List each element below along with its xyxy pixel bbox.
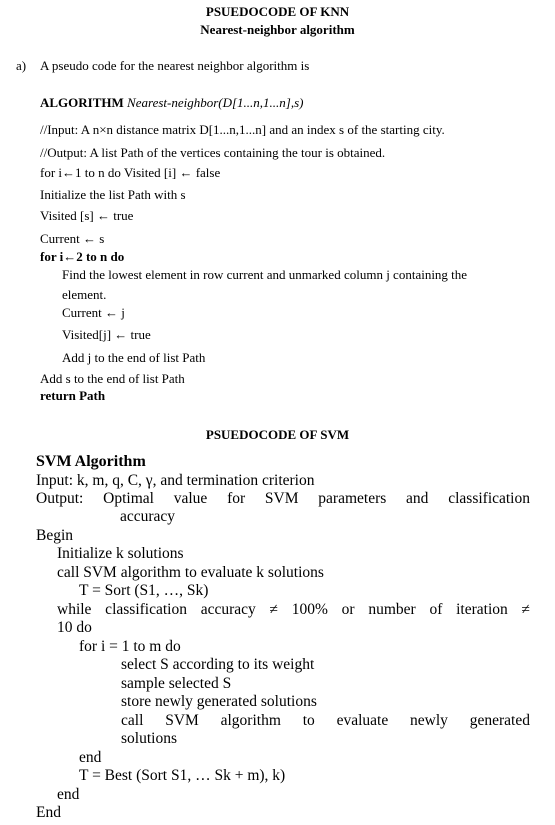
svm-best: T = Best (Sort S1, … Sk + m), k) xyxy=(79,767,286,784)
knn-visited-j: Visited[j] ← true xyxy=(62,327,151,342)
algorithm-signature: Nearest-neighbor(D[1...n,1...n],s) xyxy=(127,95,304,110)
svm-select: select S according to its weight xyxy=(121,656,315,673)
svm-sort: T = Sort (S1, …, Sk) xyxy=(79,582,209,599)
svm-output-1: Output: Optimal value for SVM parameters and classification xyxy=(36,490,530,507)
knn-intro-text: A pseudo code for the nearest neighbor algorithm is xyxy=(40,58,310,73)
knn-add-j: Add j to the end of list Path xyxy=(62,350,206,365)
knn-current-s: Current ← s xyxy=(40,231,105,246)
svm-call-new-1: call SVM algorithm to evaluate newly generated xyxy=(121,712,530,729)
knn-find-1: Find the lowest element in row current and unmarked column j containing the xyxy=(62,267,468,282)
svm-begin: Begin xyxy=(36,527,74,544)
knn-title: PSUEDOCODE OF KNN xyxy=(205,4,350,19)
knn-subtitle: Nearest-neighbor algorithm xyxy=(200,22,355,37)
svm-init: Initialize k solutions xyxy=(57,545,184,562)
svm-while-1: while classification accuracy ≠ 100% or number of iteration ≠ xyxy=(57,601,530,618)
svm-end-final: End xyxy=(36,804,61,821)
knn-input-line: //Input: A n×n distance matrix D[1...n,1...n] and an index s of the starting city. xyxy=(40,122,445,137)
svm-end-outer: end xyxy=(57,786,80,803)
svm-output-2: accuracy xyxy=(120,508,176,525)
svm-sample: sample selected S xyxy=(121,675,232,692)
svm-title: PSUEDOCODE OF SVM xyxy=(205,427,350,442)
knn-intro-label: a) xyxy=(16,58,27,73)
knn-output-line: //Output: A list Path of the vertices containing the tour is obtained. xyxy=(40,145,386,160)
svm-heading: SVM Algorithm xyxy=(36,453,146,470)
knn-for-loop: for i←2 to n do xyxy=(40,249,125,264)
algorithm-keyword: ALGORITHM xyxy=(40,95,124,110)
knn-find-2: element. xyxy=(62,287,107,302)
knn-current-j: Current ← j xyxy=(62,305,125,320)
svm-store: store newly generated solutions xyxy=(121,693,317,710)
knn-algorithm-header xyxy=(40,95,304,111)
svm-end-inner: end xyxy=(79,749,102,766)
svm-while-2: 10 do xyxy=(57,619,92,636)
svm-for: for i = 1 to m do xyxy=(79,638,181,655)
svm-call-eval: call SVM algorithm to evaluate k solutions xyxy=(57,564,324,581)
svm-call-new-2: solutions xyxy=(121,730,177,747)
knn-visited-s: Visited [s] ← true xyxy=(40,208,134,223)
knn-init-path: Initialize the list Path with s xyxy=(40,187,186,202)
knn-add-s: Add s to the end of list Path xyxy=(40,371,185,386)
knn-for-init: for i←1 to n do Visited [i] ← false xyxy=(40,165,221,180)
svm-input: Input: k, m, q, C, γ, and termination criterion xyxy=(36,472,315,489)
knn-return: return Path xyxy=(40,388,106,403)
